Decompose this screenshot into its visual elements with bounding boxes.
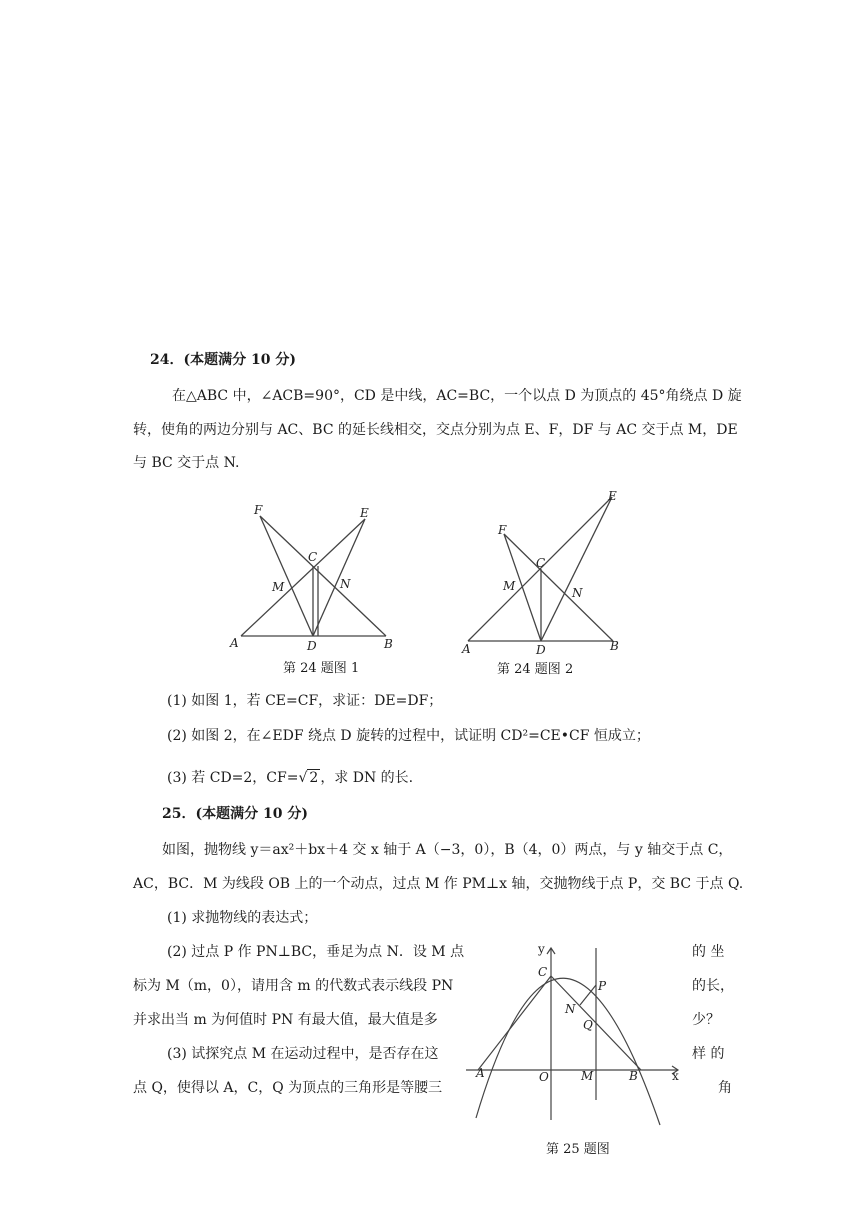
- fig1-label-C: C: [308, 550, 318, 564]
- fig1-label-M: M: [272, 580, 285, 594]
- fig2-label-D: D: [536, 643, 546, 657]
- q24-fig1-caption: 第 24 题图 1: [283, 661, 360, 676]
- fig1-label-N: N: [340, 577, 351, 591]
- q24-heading: 24．(本题满分 10 分): [150, 352, 296, 368]
- fig2-label-N: N: [572, 586, 583, 600]
- fig25-label-C: C: [538, 965, 548, 979]
- q25-part2-l3-right: 少？: [692, 1012, 720, 1028]
- fig25-label-y: y: [538, 942, 545, 956]
- fig1-label-A: A: [230, 636, 239, 650]
- parabola: [476, 978, 660, 1125]
- fig1-label-E: E: [360, 506, 369, 520]
- q25-part2-l1-left: (2) 过点 P 作 PN⊥BC，垂足为点 N．设 M 点: [167, 944, 465, 960]
- fig1-label-F: F: [254, 503, 263, 517]
- fig2-label-A: A: [462, 642, 471, 656]
- fig2-label-F: F: [498, 523, 507, 537]
- fig1-label-B: B: [384, 637, 393, 651]
- fig25-label-N: N: [565, 1002, 576, 1016]
- fig2-label-B: B: [610, 639, 619, 653]
- q24-part1: (1) 如图 1，若 CE=CF，求证：DE=DF；: [167, 693, 443, 709]
- fig25-label-Q: Q: [583, 1018, 593, 1032]
- fig25-label-P: P: [598, 979, 607, 993]
- q25-part2-l2-right: 的长，: [692, 978, 734, 994]
- fig25-label-x: x: [672, 1069, 679, 1083]
- q25-part2-l2-left: 标为 M（m，0），请用含 m 的代数式表示线段 PN: [133, 978, 454, 994]
- q25-part3-l1-left: (3) 试探究点 M 在运动过程中，是否存在这: [167, 1046, 439, 1062]
- fig25-label-A: A: [476, 1066, 485, 1080]
- fig2-label-E: E: [608, 489, 617, 503]
- fig25-label-O: O: [539, 1070, 549, 1084]
- q24-part2: (2) 如图 2，在∠EDF 绕点 D 旋转的过程中，试证明 CD²=CE•CF 恒成立；: [167, 728, 650, 744]
- q25-part3-l2-right: 角: [718, 1080, 732, 1096]
- fig25-label-M: M: [581, 1069, 594, 1083]
- q24-intro-line2: 转，使角的两边分别与 AC、BC 的延长线相交，交点分别为点 E、F，DF 与 AC 交于点 M，DE: [133, 422, 738, 438]
- sqrt-sign: √: [298, 770, 308, 786]
- q25-intro-line1: 如图，抛物线 y＝ax²＋bx＋4 交 x 轴于 A（−3，0），B（4，0）两点，与 y 轴交于点 C，: [162, 842, 733, 858]
- fig2-label-C: C: [536, 556, 546, 570]
- segment-AC: [478, 976, 551, 1070]
- q25-part2-l1-right: 的 坐: [692, 944, 725, 960]
- q25-part1: (1) 求抛物线的表达式；: [167, 910, 318, 926]
- q24-part3-sqrt: 2: [309, 770, 319, 786]
- q24-part3-post: ，求 DN 的长.: [320, 770, 414, 786]
- q25-part3-l1-right: 样 的: [692, 1046, 725, 1062]
- fig1-label-D: D: [307, 639, 317, 653]
- q24-part3-pre: (3) 若 CD=2，CF=: [167, 770, 299, 786]
- q24-fig2-caption: 第 24 题图 2: [497, 662, 574, 677]
- q25-part3-l2-left: 点 Q，使得以 A，C，Q 为顶点的三角形是等腰三: [133, 1080, 443, 1096]
- q25-intro-line2: AC，BC．M 为线段 OB 上的一个动点，过点 M 作 PM⊥x 轴，交抛物线于点 P，交 BC 于点 Q.: [133, 876, 744, 892]
- fig25-label-B: B: [629, 1069, 638, 1083]
- q24-intro-line1: 在△ABC 中，∠ACB=90°，CD 是中线，AC=BC，一个以点 D 为顶点的 45°角绕点 D 旋: [172, 388, 742, 404]
- q24-intro-line3: 与 BC 交于点 N.: [133, 455, 240, 471]
- q25-heading: 25．(本题满分 10 分): [162, 806, 308, 822]
- q25-fig-caption: 第 25 题图: [546, 1142, 610, 1157]
- q25-part2-l3-left: 并求出当 m 为何值时 PN 有最大值，最大值是多: [133, 1012, 438, 1028]
- fig2-label-M: M: [503, 579, 516, 593]
